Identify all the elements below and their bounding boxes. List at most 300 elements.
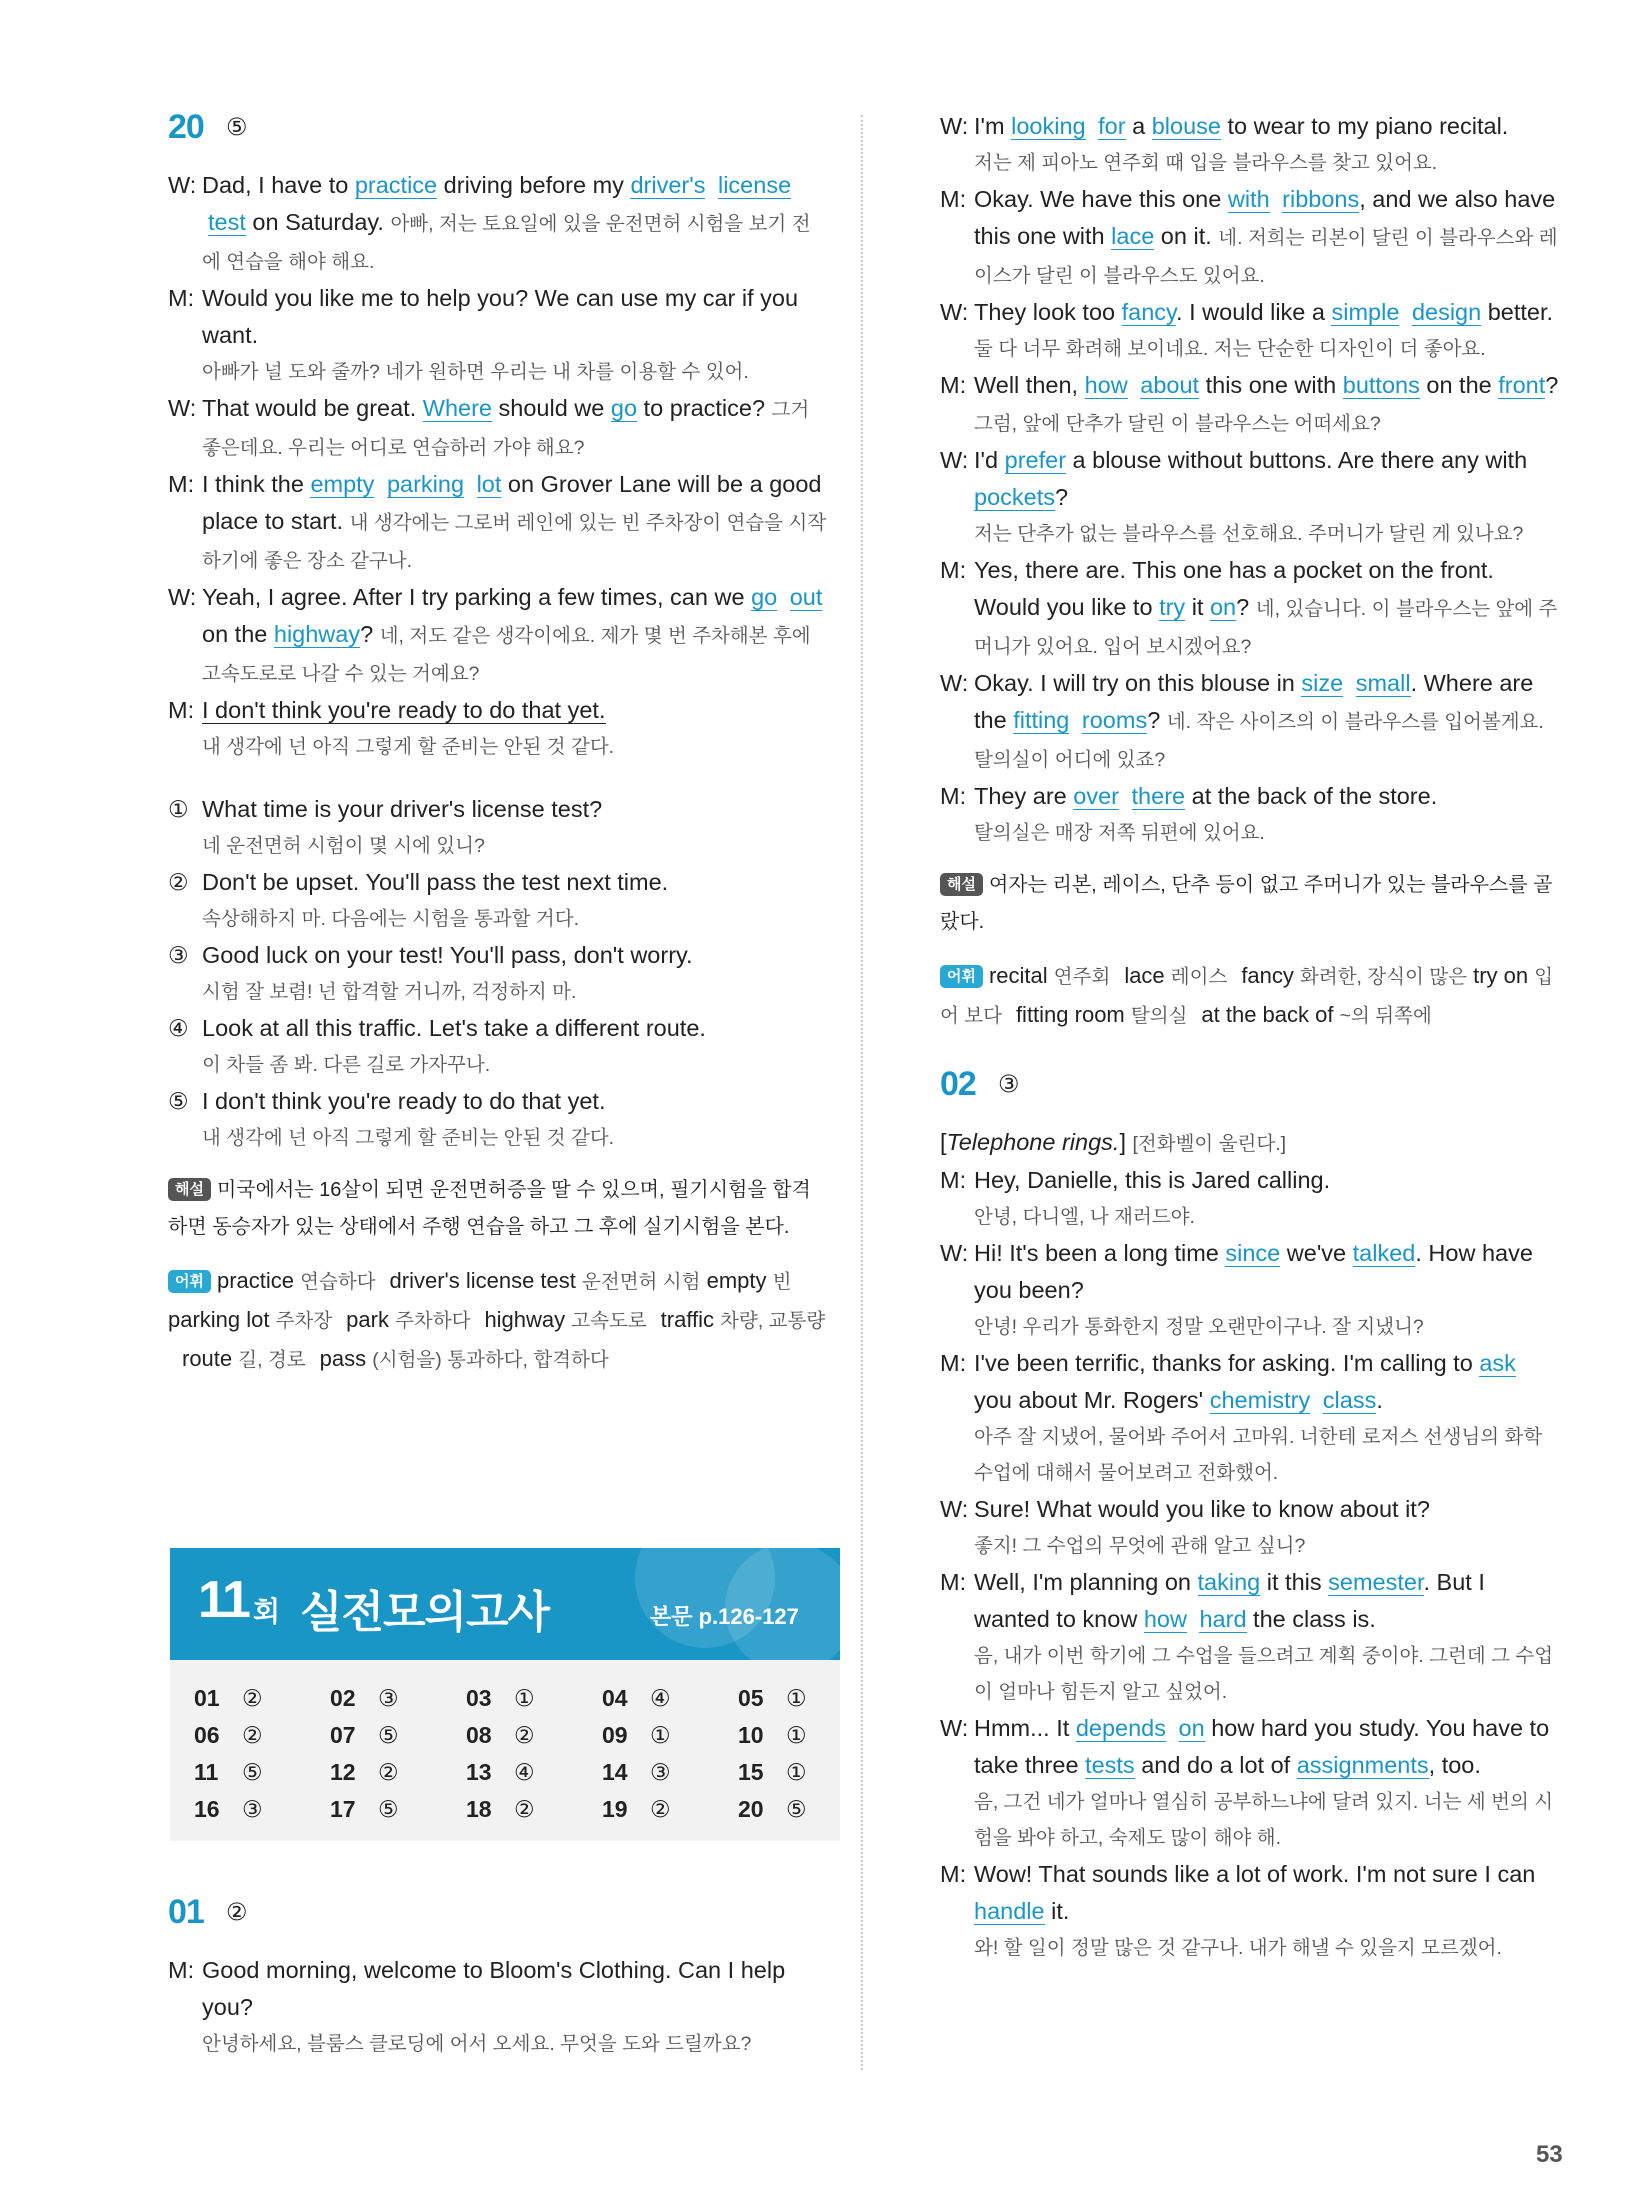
dialogue-text: a blouse without buttons. Are there any with (1066, 447, 1528, 473)
answer-key-choice: ② (514, 1722, 535, 1748)
dialogue-text: it. (1044, 1898, 1070, 1924)
answer-key-number: 19 (602, 1796, 628, 1822)
explanation-badge: 해설 (168, 1178, 211, 1201)
answer-key-item (738, 1682, 874, 1715)
dialogue-text: a (1125, 113, 1152, 139)
dialogue-text: Wow! That sounds like a lot of work. I'm not sure I can (974, 1861, 1536, 1887)
dialogue-text: I think the (202, 471, 311, 497)
speaker-label: W: (168, 584, 197, 610)
vocab-meaning: 주차하다 (395, 1310, 471, 1332)
option-translation: 내 생각에 넌 아직 그렇게 할 준비는 안된 것 같다. (202, 1127, 615, 1149)
dialogue-text: on Grover Lane will be a good place to start. (202, 471, 822, 534)
vocab-meaning: 빈 (772, 1271, 792, 1293)
question-number: 01 (168, 1893, 204, 1931)
vocab-meaning: ~의 뒤쪽에 (1339, 1005, 1432, 1027)
answer-key-number: 11 (194, 1759, 219, 1785)
speaker-label: M: (940, 1167, 967, 1193)
answer-key-choice: ④ (650, 1685, 671, 1711)
dialogue-text: ? (360, 621, 380, 647)
blank-answer: talked (1352, 1240, 1416, 1266)
blank-answer: semester (1328, 1569, 1424, 1595)
dialogue-line (168, 390, 828, 466)
korean-translation: 내 생각에는 그로버 레인에 있는 빈 주차장이 연습을 시작하기에 좋은 장소 같구나. (202, 512, 827, 572)
vocab-meaning: (시험을) 통과하다, 합격하다 (372, 1349, 609, 1371)
answer-key-choice: ② (514, 1796, 535, 1822)
speaker-label: W: (940, 447, 969, 473)
answer-key-item (466, 1719, 602, 1752)
option-1 (168, 791, 828, 864)
option-3 (168, 937, 828, 1010)
blank-answer: driver's (630, 172, 706, 198)
dialogue-line (940, 108, 1560, 145)
blank-answer: Where (422, 395, 492, 421)
dialogue-text: it this (1260, 1569, 1329, 1595)
dialogue-text: Okay. We have this one (974, 186, 1228, 212)
blank-answer: lot (476, 471, 502, 497)
blank-answer: chemistry (1209, 1387, 1311, 1413)
option-2 (168, 864, 828, 937)
blank-answer: how (1084, 372, 1128, 398)
dialogue-text: Would you like me to help you? We can use my car if you want. (202, 285, 799, 348)
right-column (940, 108, 1560, 1966)
blank-answer: pockets (974, 484, 1055, 510)
speaker-label: M: (168, 471, 195, 497)
answer-key-number: 07 (330, 1722, 356, 1748)
option-text: Don't be upset. You'll pass the test next time. (202, 869, 669, 895)
vocab-word: lace (1124, 963, 1165, 988)
korean-translation: 둘 다 너무 화려해 보이네요. 저는 단순한 디자인이 더 좋아요. (974, 338, 1486, 360)
dialogue-text: Well, I'm planning on (974, 1569, 1198, 1595)
korean-translation: 그거 좋은데요. 우리는 어디로 연습하러 가야 해요? (202, 399, 810, 459)
answer-key-number: 12 (330, 1759, 356, 1785)
korean-translation: 안녕하세요, 블룸스 클로딩에 어서 오세요. 무엇을 도와 드릴까요? (202, 2033, 752, 2055)
speaker-label: W: (168, 172, 197, 198)
dialogue-line (168, 692, 828, 729)
korean-translation: 탈의실은 매장 저쪽 뒤편에 있어요. (974, 822, 1265, 844)
vocab-word: try on (1473, 963, 1529, 988)
question-02-header (940, 1065, 1560, 1104)
answer-key-choice: ⑤ (378, 1722, 399, 1748)
question-answer: ③ (997, 1071, 1020, 1098)
korean-translation: 네, 저도 같은 생각이에요. 제가 몇 번 주차해본 후에 고속도로로 나갈 수 있는 거예요? (202, 625, 811, 685)
dialogue-text: Good morning, welcome to Bloom's Clothing. Can I help you? (202, 1957, 786, 2020)
answer-key-item (194, 1682, 330, 1715)
option-text: What time is your driver's license test? (202, 796, 603, 822)
speaker-label: M: (940, 557, 967, 583)
blank-answer: ask (1479, 1350, 1516, 1376)
answer-key-choice: ② (242, 1722, 263, 1748)
blank-answer: go (610, 395, 638, 421)
answer-key-item (466, 1793, 602, 1826)
answer-key-number: 16 (194, 1796, 220, 1822)
dialogue-text: driving before my (437, 172, 631, 198)
korean-translation: [전화벨이 울린다.] (1132, 1133, 1287, 1155)
answer-key-number: 17 (330, 1796, 356, 1822)
vocab-meaning: 고속도로 (571, 1310, 647, 1332)
vocab-word: traffic (660, 1307, 715, 1332)
korean-translation: 저는 제 피아노 연주회 때 입을 블라우스를 찾고 있어요. (974, 152, 1438, 174)
vocab-meaning: 연주회 (1053, 966, 1111, 988)
stage-direction: [Telephone rings.] [전화벨이 울린다.] (940, 1129, 1287, 1155)
dialogue-text: on the (1419, 372, 1499, 398)
option-text: Good luck on your test! You'll pass, don't worry. (202, 942, 693, 968)
blank-answer: design (1411, 299, 1482, 325)
speaker-label: M: (940, 186, 967, 212)
dialogue-text: better. (1481, 299, 1554, 325)
option-mark: ③ (168, 942, 189, 968)
blank-answer: handle (974, 1898, 1045, 1924)
answer-key-number: 02 (330, 1685, 356, 1711)
answer-key-item (602, 1682, 738, 1715)
vocab-word: at the back of (1201, 1002, 1334, 1027)
blank-answer: about (1140, 372, 1200, 398)
dialogue-text: . How have you been? (974, 1240, 1533, 1303)
dialogue-line (940, 1345, 1560, 1419)
answer-key-choice: ② (650, 1796, 671, 1822)
speaker-label: M: (168, 285, 195, 311)
answer-key-item (194, 1793, 330, 1826)
vocab-meaning: 탈의실 (1130, 1005, 1188, 1027)
vocab-word: highway (484, 1307, 566, 1332)
answer-key-item (194, 1719, 330, 1752)
dialogue-text: , too. (1428, 1752, 1481, 1778)
dialogue-text: you about Mr. Rogers' (974, 1387, 1210, 1413)
speaker-label: M: (940, 1350, 967, 1376)
option-translation: 속상해하지 마. 다음에는 시험을 통과할 거다. (202, 908, 579, 930)
answer-key-header (170, 1548, 840, 1660)
speaker-label: W: (168, 395, 197, 421)
option-translation: 이 차들 좀 봐. 다른 길로 가자꾸나. (202, 1054, 491, 1076)
answer-key-choice: ① (786, 1722, 807, 1748)
question-answer: ② (225, 1899, 248, 1926)
answer-key-item (602, 1793, 738, 1826)
dialogue-text: I'd (974, 447, 1005, 473)
dialogue-line (940, 1491, 1560, 1528)
dialogue-text: should we (492, 395, 611, 421)
question-01-section (168, 1893, 828, 2062)
answer-key-number: 06 (194, 1722, 220, 1748)
vocab-word: park (346, 1307, 389, 1332)
dialogue-text: Yes, there are. This one has a pocket on the front. Would you like to (974, 557, 1494, 620)
answer-key-box (170, 1548, 840, 1841)
option-translation: 네 운전면허 시험이 몇 시에 있니? (202, 835, 485, 857)
answer-key-item (466, 1756, 602, 1789)
blank-answer: practice (354, 172, 438, 198)
speaker-label: M: (940, 1569, 967, 1595)
dialogue-line (940, 442, 1560, 516)
korean-translation: 저는 단추가 없는 블라우스를 선호해요. 주머니가 달린 게 있나요? (974, 523, 1524, 545)
korean-translation: 아빠가 널 도와 줄까? 네가 원하면 우리는 내 차를 이용할 수 있어. (202, 361, 749, 383)
dialogue-text: That would be great. (202, 395, 423, 421)
dialogue-text: I've been terrific, thanks for asking. I'm calling to (974, 1350, 1480, 1376)
answer-key-item (602, 1719, 738, 1752)
korean-translation: 네. 작은 사이즈의 이 블라우스를 입어볼게요. 탈의실이 어디에 있죠? (974, 711, 1544, 771)
blank-answer: depends (1075, 1715, 1166, 1741)
korean-translation: 아빠, 저는 토요일에 있을 운전면허 시험을 보기 전에 연습을 해야 해요. (202, 213, 811, 273)
dialogue-line (940, 1162, 1560, 1199)
vocabulary-badge: 어휘 (168, 1270, 211, 1293)
blank-answer: how (1143, 1606, 1187, 1632)
question-01-header (168, 1893, 828, 1932)
test-number-suffix: 회 (253, 1596, 281, 1627)
dialogue-text: They look too (974, 299, 1122, 325)
option-text: Look at all this traffic. Let's take a different route. (202, 1015, 706, 1041)
dialogue-text: They are (974, 783, 1074, 809)
vocab-meaning: 주차장 (275, 1310, 333, 1332)
blank-answer: empty (310, 471, 375, 497)
blank-answer: fitting (1013, 707, 1070, 733)
vocabulary-badge: 어휘 (940, 965, 983, 988)
blank-answer: assignments (1296, 1752, 1429, 1778)
blank-answer: front (1498, 372, 1546, 398)
dialogue-text: Yeah, I agree. After I try parking a few times, can we (202, 584, 752, 610)
page-reference: 본문 p.126-127 (650, 1604, 799, 1629)
answer-key-item (738, 1756, 874, 1789)
dialogue-text: at the back of the store. (1185, 783, 1438, 809)
answer-grid (170, 1660, 840, 1826)
answer-key-choice: ④ (514, 1759, 535, 1785)
vocab-word: parking lot (168, 1307, 270, 1332)
question-answer: ⑤ (225, 114, 248, 141)
dialogue-text: and do a lot of (1134, 1752, 1297, 1778)
dialogue-text: Well then, (974, 372, 1085, 398)
dialogue-text: to practice? (637, 395, 772, 421)
korean-translation: 그럼, 앞에 단추가 달린 이 블라우스는 어떠세요? (974, 413, 1381, 435)
option-translation: 시험 잘 보렴! 넌 합격할 거니까, 걱정하지 마. (202, 981, 577, 1003)
blank-answer: size (1301, 670, 1344, 696)
dialogue-line (940, 665, 1560, 778)
option-mark: ④ (168, 1015, 189, 1041)
answer-key-number: 01 (194, 1685, 220, 1711)
speaker-label: W: (940, 113, 969, 139)
answer-key-choice: ① (786, 1685, 807, 1711)
vocab-meaning: 레이스 (1170, 966, 1228, 988)
blank-answer: taking (1197, 1569, 1261, 1595)
dialogue-line (168, 167, 828, 280)
explanation-text: 미국에서는 16살이 되면 운전면허증을 딸 수 있으며, 필기시험을 합격하면 동승자가 있는 상태에서 주행 연습을 하고 그 후에 실기시험을 본다. (168, 1179, 811, 1238)
blank-answer: on (1209, 594, 1237, 620)
answer-key-number: 05 (738, 1685, 764, 1711)
speaker-label: W: (940, 299, 969, 325)
speaker-label: M: (940, 783, 967, 809)
blank-answer: blouse (1151, 113, 1221, 139)
vocab-meaning: 화려한, 장식이 많은 (1300, 966, 1467, 988)
blank-answer: test (208, 209, 246, 235)
dialogue-text: I'm (974, 113, 1012, 139)
blank-answer: there (1131, 783, 1186, 809)
vocab-word: fancy (1241, 963, 1294, 988)
speaker-label: M: (940, 1861, 967, 1887)
blank-answer: class (1322, 1387, 1377, 1413)
dialogue-line (940, 1710, 1560, 1784)
speaker-label: M: (168, 1957, 195, 1983)
dialogue-line (940, 1856, 1560, 1930)
dialogue-text: . I would like a (1176, 299, 1332, 325)
blank-answer: lace (1111, 223, 1155, 249)
blank-answer: over (1073, 783, 1119, 809)
blank-answer: highway (273, 621, 361, 647)
blank-answer: buttons (1342, 372, 1420, 398)
dialogue-text: the class is. (1246, 1606, 1376, 1632)
dialogue-text: . But I wanted to know (974, 1569, 1485, 1632)
vocab-meaning: 연습하다 (300, 1271, 376, 1293)
answer-key-number: 09 (602, 1722, 628, 1748)
answer-key-choice: ⑤ (378, 1796, 399, 1822)
answer-key-number: 14 (602, 1759, 628, 1785)
answer-key-item (330, 1719, 466, 1752)
stage-direction-text: Telephone rings. (946, 1129, 1120, 1155)
answer-key-item (602, 1756, 738, 1789)
vocabulary-list (940, 957, 1560, 1035)
dialogue-line (168, 466, 828, 579)
speaker-label: M: (168, 697, 195, 723)
left-column (168, 108, 828, 1379)
vocab-word: route (182, 1346, 233, 1371)
dialogue-line (940, 367, 1560, 442)
answer-options (168, 791, 828, 1156)
dialogue-text: , and we also have this one with (974, 186, 1556, 249)
dialogue-text: Hi! It's been a long time (974, 1240, 1226, 1266)
answer-key-choice: ① (514, 1685, 535, 1711)
answer-key-choice: ⑤ (786, 1796, 807, 1822)
blank-answer: parking (386, 471, 465, 497)
test-title: 실전모의고사 (300, 1588, 550, 1637)
korean-translation: 좋지! 그 수업의 무엇에 관해 알고 싶니? (974, 1535, 1306, 1557)
korean-translation: 와! 할 일이 정말 많은 것 같구나. 내가 해낼 수 있을지 모르겠어. (974, 1937, 1502, 1959)
dialogue-text: . Where are the (974, 670, 1534, 733)
question-number: 20 (168, 108, 204, 146)
korean-translation: 아주 잘 지냈어, 물어봐 주어서 고마워. 너한테 로저스 선생님의 화학 수업에 대해서 물어보려고 전화했어. (974, 1426, 1543, 1484)
answer-key-number: 10 (738, 1722, 764, 1748)
speaker-label: M: (940, 372, 967, 398)
dialogue-text: this one with (1199, 372, 1343, 398)
answer-key-number: 04 (602, 1685, 628, 1711)
question-20-header (168, 108, 828, 147)
dialogue-text: Okay. I will try on this blouse in (974, 670, 1302, 696)
vocabulary-list (168, 1262, 828, 1379)
korean-translation: 네. 저희는 리본이 달린 이 블라우스와 레이스가 달린 이 블라우스도 있어요. (974, 227, 1558, 287)
korean-translation: 음, 내가 이번 학기에 그 수업을 들으려고 계획 중이야. 그런데 그 수업이 얼마나 힘든지 알고 싶었어. (974, 1645, 1554, 1703)
dialogue-text: Sure! What would you like to know about it? (974, 1496, 1430, 1522)
korean-translation: 내 생각에 넌 아직 그렇게 할 준비는 안된 것 같다. (202, 736, 615, 758)
dialogue-line (940, 552, 1560, 665)
vocab-meaning: 길, 경로 (238, 1349, 306, 1371)
blank-answer: license (717, 172, 792, 198)
vocab-word: practice (216, 1268, 295, 1293)
option-5 (168, 1083, 828, 1156)
blank-answer: ribbons (1282, 186, 1360, 212)
dialogue-text: ? (1055, 484, 1069, 510)
vocab-meaning: 차량, 교통량 (720, 1310, 826, 1332)
dialogue-text: ? (1545, 372, 1559, 398)
blank-answer: go (751, 584, 778, 610)
option-mark: ② (168, 869, 189, 895)
answer-key-item (330, 1756, 466, 1789)
blank-answer: looking (1011, 113, 1086, 139)
speaker-label: W: (940, 670, 969, 696)
option-text: I don't think you're ready to do that yet. (202, 1088, 606, 1114)
dialogue-text: it (1185, 594, 1210, 620)
answer-key-choice: ③ (650, 1759, 671, 1785)
option-mark: ① (168, 796, 189, 822)
page-number: 53 (1536, 2141, 1563, 2168)
vocab-word: driver's license test (389, 1268, 576, 1293)
korean-translation: 음, 그건 네가 얼마나 열심히 공부하느냐에 달려 있지. 너는 세 번의 시험을 봐야 하고, 숙제도 많이 해야 해. (974, 1791, 1554, 1849)
dialogue-text: ? (1236, 594, 1256, 620)
answer-key-choice: ② (242, 1685, 263, 1711)
answer-blank: I don't think you're ready to do that yet. (202, 697, 606, 723)
blank-answer: fancy (1121, 299, 1177, 325)
vocab-word: empty (706, 1268, 767, 1293)
speaker-label: W: (940, 1496, 969, 1522)
answer-key-number: 20 (738, 1796, 764, 1822)
option-4 (168, 1010, 828, 1083)
dialogue-line (940, 294, 1560, 331)
dialogue-text: Hey, Danielle, this is Jared calling. (974, 1167, 1331, 1193)
blank-answer: out (789, 584, 823, 610)
dialogue-text: how hard you study. You have to take three (974, 1715, 1550, 1778)
answer-key-choice: ③ (378, 1685, 399, 1711)
dialogue-line (940, 778, 1560, 815)
answer-key-item (738, 1793, 874, 1826)
korean-translation: 안녕! 우리가 통화한지 정말 오랜만이구나. 잘 지냈니? (974, 1316, 1424, 1338)
answer-key-choice: ① (650, 1722, 671, 1748)
answer-key-item (330, 1793, 466, 1826)
option-mark: ⑤ (168, 1088, 189, 1114)
blank-answer: on (1178, 1715, 1205, 1741)
answer-key-number: 15 (738, 1759, 764, 1785)
blank-answer: tests (1085, 1752, 1135, 1778)
dialogue-line (940, 181, 1560, 294)
vocab-word: pass (319, 1346, 367, 1371)
answer-key-choice: ① (786, 1759, 807, 1785)
korean-translation: 네, 있습니다. 이 블라우스는 앞에 주머니가 있어요. 입어 보시겠어요? (974, 598, 1558, 658)
korean-translation: 안녕, 다니엘, 나 재러드야. (974, 1206, 1195, 1228)
vocab-word: recital (988, 963, 1048, 988)
dialogue-line (168, 579, 828, 692)
question-number: 02 (940, 1065, 976, 1103)
dialogue-text: on it. (1154, 223, 1219, 249)
answer-key-number: 03 (466, 1685, 492, 1711)
blank-answer: with (1227, 186, 1270, 212)
dialogue-text: we've (1280, 1240, 1353, 1266)
test-number: 11 (198, 1571, 249, 1629)
answer-key-item (466, 1682, 602, 1715)
dialogue-text: Hmm... It (974, 1715, 1076, 1741)
dialogue-text: ? (1147, 707, 1167, 733)
explanation-text: 여자는 리본, 레이스, 단추 등이 없고 주머니가 있는 블라우스를 골랐다. (940, 874, 1553, 933)
dialogue-line (940, 1235, 1560, 1309)
dialogue-text: on Saturday. (245, 209, 391, 235)
answer-key-item (738, 1719, 874, 1752)
blank-answer: simple (1331, 299, 1400, 325)
vocab-meaning: 입어 보다 (940, 966, 1554, 1027)
explanation-badge: 해설 (940, 873, 983, 896)
answer-key-choice: ② (378, 1759, 399, 1785)
dialogue-line (940, 1564, 1560, 1638)
dialogue-text: Dad, I have to (202, 172, 355, 198)
blank-answer: prefer (1004, 447, 1067, 473)
dialogue-text: on the (202, 621, 274, 647)
explanation-note (940, 867, 1560, 941)
speaker-label: W: (940, 1240, 969, 1266)
answer-key-number: 13 (466, 1759, 492, 1785)
answer-key-number: 18 (466, 1796, 492, 1822)
dialogue-text: to wear to my piano recital. (1220, 113, 1509, 139)
blank-answer: since (1225, 1240, 1281, 1266)
dialogue-line (168, 1952, 828, 2026)
answer-key-choice: ⑤ (242, 1759, 263, 1785)
